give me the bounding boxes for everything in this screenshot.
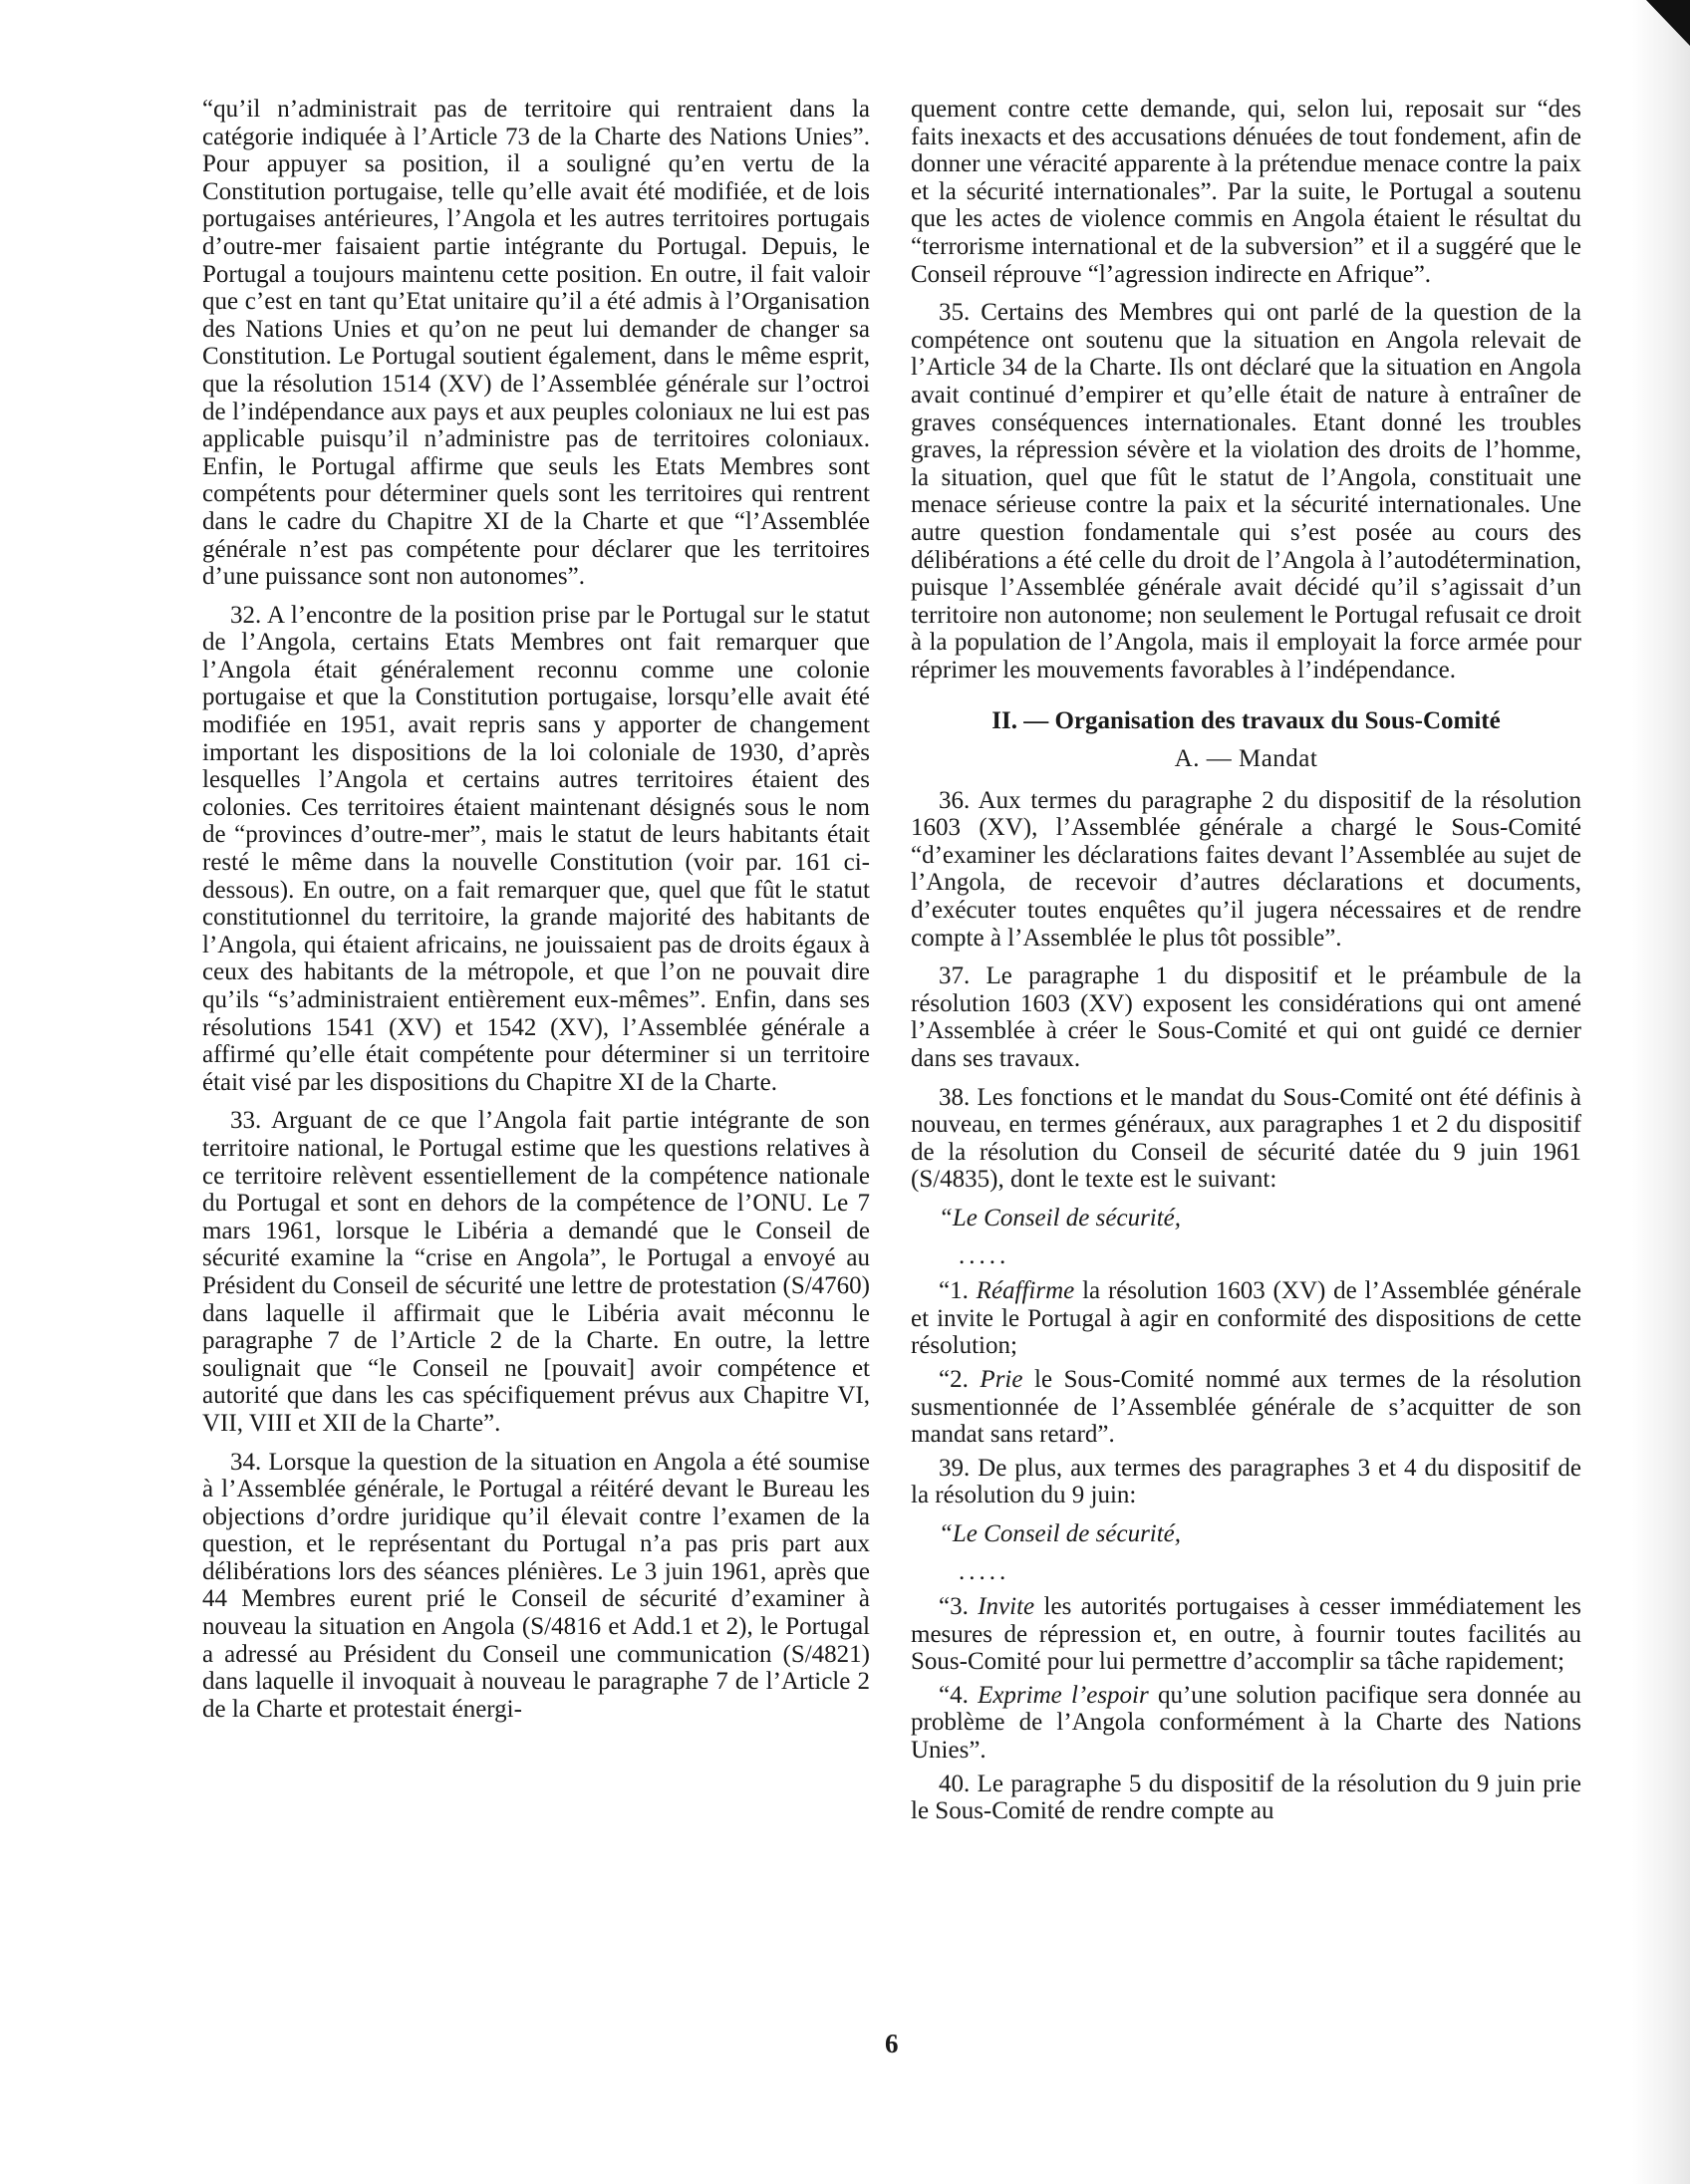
quote-1-item-2-number: “2. bbox=[939, 1365, 981, 1393]
left-column bbox=[202, 96, 870, 1734]
quote-1-item-1 bbox=[911, 1277, 1581, 1360]
quote-2-item-4-verb: Exprime l’espoir bbox=[978, 1681, 1149, 1709]
quote-1-intro-text: “Le Conseil de sécurité, bbox=[939, 1204, 1182, 1231]
paragraph-39: 39. De plus, aux termes des paragraphes 3 et 4 du dispositif de la résolution du 9 juin: bbox=[911, 1454, 1581, 1509]
paragraph-38: 38. Les fonctions et le mandat du Sous-Comité ont été définis à nouveau, en termes généraux, aux paragraphes 1 et 2 du dispositif de la résolution du Conseil de sécurité datée du 9 juin 1961 (S/4835), dont le texte est le suivant: bbox=[911, 1083, 1581, 1194]
quote-2-item-3-text: les autorités portugaises à cesser immédiatement les mesures de répression et, en outre, à fournir toutes facilités au Sous-Comité pour lui permettre d’accomplir sa tâche rapidement; bbox=[911, 1593, 1581, 1676]
quote-1-item-1-text: la résolution 1603 (XV) de l’Assemblée générale et invite le Portugal à agir en conformité des dispositions de cette résolution; bbox=[911, 1277, 1581, 1360]
quote-2-item-3-verb: Invite bbox=[978, 1593, 1035, 1621]
paragraph-37: 37. Le paragraphe 1 du dispositif et le préambule de la résolution 1603 (XV) exposent les considérations qui ont amené l’Assemblée à créer le Sous-Comité et qui ont guidé ce dernier dans ses travaux. bbox=[911, 962, 1581, 1072]
quote-2-item-3 bbox=[911, 1593, 1581, 1676]
quote-2-item-4-number: “4. bbox=[939, 1681, 979, 1709]
quote-2-intro-text: “Le Conseil de sécurité, bbox=[939, 1519, 1182, 1547]
paragraph-36: 36. Aux termes du paragraphe 2 du dispositif de la résolution 1603 (XV), l’Assemblée générale a chargé le Sous-Comité “d’examiner les déclarations faites devant l’Assemblée au sujet de l’Angola, de recevoir d’autres déclarations et documents, d’exécuter toutes enquêtes qu’il jugera nécessaires et de rendre compte à l’Assemblée le plus tôt possible”. bbox=[911, 786, 1581, 952]
paragraph-40: 40. Le paragraphe 5 du dispositif de la résolution du 9 juin prie le Sous-Comité de rendre compte au bbox=[911, 1770, 1581, 1825]
scan-corner-mark bbox=[1646, 0, 1690, 46]
quote-1-intro bbox=[911, 1205, 1581, 1232]
paragraph-33: 33. Arguant de ce que l’Angola fait partie intégrante de son territoire national, le Portugal estime que les questions relatives à ce territoire relèvent essentiellement de la compétence nationale du Portugal et sont en dehors de la compétence de l’ONU. Le 7 mars 1961, lorsque le Libéria a demandé que le Conseil de sécurité examine la “crise en Angola”, le Portugal a envoyé au Président du Conseil de sécurité une lettre de protestation (S/4760) dans laquelle il affirmait que le Libéria avait méconnu le paragraphe 7 de l’Article 2 de la Charte. En outre, la lettre soulignait que “le Conseil ne [pouvait] avoir compétence et autorité que dans les cas spécifiquement prévus aux Chapitre VI, VII, VIII et XII de la Charte”. bbox=[202, 1107, 870, 1437]
subsection-title: A. — Mandat bbox=[1174, 745, 1318, 773]
ellipsis-dots-1: ..... bbox=[959, 1241, 1010, 1269]
quote-1-item-1-number: “1. bbox=[939, 1277, 977, 1305]
paragraph-35: 35. Certains des Membres qui ont parlé de la question de la compétence ont soutenu que la situation en Angola relevait de l’Article 34 de la Charte. Ils ont déclaré que la situation en Angola avait continué d’empirer et qu’elle était de nature à entraîner de graves conséquences internationales. Etant donné les troubles graves, la répression sévère et la violation des droits de l’homme, la situation, quel que fût le statut de l’Angola, constituait une menace sérieuse contre la paix et la sécurité internationales. Une autre question fondamentale qui s’est posée au cours des délibérations a été celle du droit de l’Angola à l’autodétermination, puisque l’Assemblée générale avait décidé qu’il s’agissait d’un territoire non autonome; non seulement le Portugal refusait ce droit à la population de l’Angola, mais il employait la force armée pour réprimer les mouvements favorables à l’indépendance. bbox=[911, 299, 1581, 683]
quote-2-item-4-text: qu’une solution pacifique sera donnée au problème de l’Angola conformément à la Charte des Nations Unies”. bbox=[911, 1681, 1581, 1765]
paragraph-34-continued: quement contre cette demande, qui, selon lui, reposait sur “des faits inexacts et des accusations dénuées de tout fondement, afin de donner une véracité apparente à la prétendue menace contre la paix et la sécurité internationales”. Par la suite, le Portugal a soutenu que les actes de violence commis en Angola étaient le résultat du “terrorisme international et de la subversion” et il a suggéré que le Conseil réprouve “l’agression indirecte en Afrique”. bbox=[911, 96, 1581, 288]
quote-2-item-4 bbox=[911, 1682, 1581, 1765]
ellipsis-dots-2: ..... bbox=[959, 1557, 1010, 1585]
quote-1-item-2 bbox=[911, 1366, 1581, 1449]
paragraph-32: 32. A l’encontre de la position prise par le Portugal sur le statut de l’Angola, certains Etats Membres ont fait remarquer que l’Angola était généralement reconnu comme une colonie portugaise et que la Constitution portugaise, lorsqu’elle avait été modifiée en 1951, avait repris sans y apporter de changement important les dispositions de la loi coloniale de 1930, d’après lesquelles l’Angola et certains autres territoires étaient des colonies. Ces territoires étaient maintenant désignés sous le nom de “provinces d’outre-mer”, mais le statut de leurs habitants était resté le même dans la nouvelle Constitution (voir par. 161 ci-dessous). En outre, on a fait remarquer que, quel que fût le statut constitutionnel du territoire, la grande majorité des habitants de l’Angola, qui étaient africains, ne jouissaient pas de droits égaux à ceux des habitants de la métropole, et que l’on ne pouvait dire qu’ils “s’administraient entièrement eux-mêmes”. Enfin, dans ses résolutions 1541 (XV) et 1542 (XV), l’Assemblée générale a affirmé qu’elle était compétente pour déterminer si un territoire était visé par les dispositions du Chapitre XI de la Charte. bbox=[202, 601, 870, 1096]
page-number: 6 bbox=[885, 2029, 899, 2058]
quote-1-item-1-verb: Réaffirme bbox=[976, 1277, 1075, 1305]
scan-edge-shadow bbox=[1632, 0, 1690, 2184]
quote-1-item-2-verb: Prie bbox=[980, 1365, 1023, 1393]
quote-1-item-2-text: le Sous-Comité nommé aux termes de la résolution susmentionnée de l’Assemblée générale de s’acquitter de son mandat sans retard”. bbox=[911, 1365, 1581, 1449]
paragraph-31-continued: “qu’il n’administrait pas de territoire qui rentraient dans la catégorie indiquée à l’Article 73 de la Charte des Nations Unies”. Pour appuyer sa position, il a souligné qu’en vertu de la Constitution portugaise, telle qu’elle avait été modifiée, et de lois portugaises antérieures, l’Angola et les autres territoires portugais d’outre-mer faisaient partie intégrante du Portugal. Depuis, le Portugal a toujours maintenu cette position. En outre, il fait valoir que c’est en tant qu’Etat unitaire qu’il a été admis à l’Organisation des Nations Unies et qu’on ne peut lui demander de changer sa Constitution. Le Portugal soutient également, dans le même esprit, que la résolution 1514 (XV) de l’Assemblée générale sur l’octroi de l’indépendance aux pays et aux peuples coloniaux ne lui est pas applicable puisqu’il n’administre pas de territoires coloniaux. Enfin, le Portugal affirme que seuls les Etats Membres sont compétents pour déterminer quels sont les territoires qui rentrent dans le cadre du Chapitre XI de la Charte et que “l’Assemblée générale n’est pas compétente pour déclarer que les territoires d’une puissance sont non autonomes”. bbox=[202, 96, 870, 591]
paragraph-34: 34. Lorsque la question de la situation en Angola a été soumise à l’Assemblée générale, le Portugal a réitéré devant le Bureau les objections d’ordre juridique qu’il élevait contre l’examen de la question, et le représentant du Portugal n’a pas pris part aux délibérations lors des séances plénières. Le 3 juin 1961, après que 44 Membres eurent prié le Conseil de sécurité d’examiner à nouveau la situation en Angola (S/4816 et Add.1 et 2), le Portugal a adressé au Président du Conseil une communication (S/4821) dans laquelle il invoquait à nouveau le paragraphe 7 de l’Article 2 de la Charte et protestait énergi- bbox=[202, 1448, 870, 1723]
right-column bbox=[911, 96, 1581, 1836]
quote-2-intro bbox=[911, 1520, 1581, 1548]
section-title: II. — Organisation des travaux du Sous-Comité bbox=[991, 707, 1501, 735]
quote-2-item-3-number: “3. bbox=[939, 1593, 979, 1621]
